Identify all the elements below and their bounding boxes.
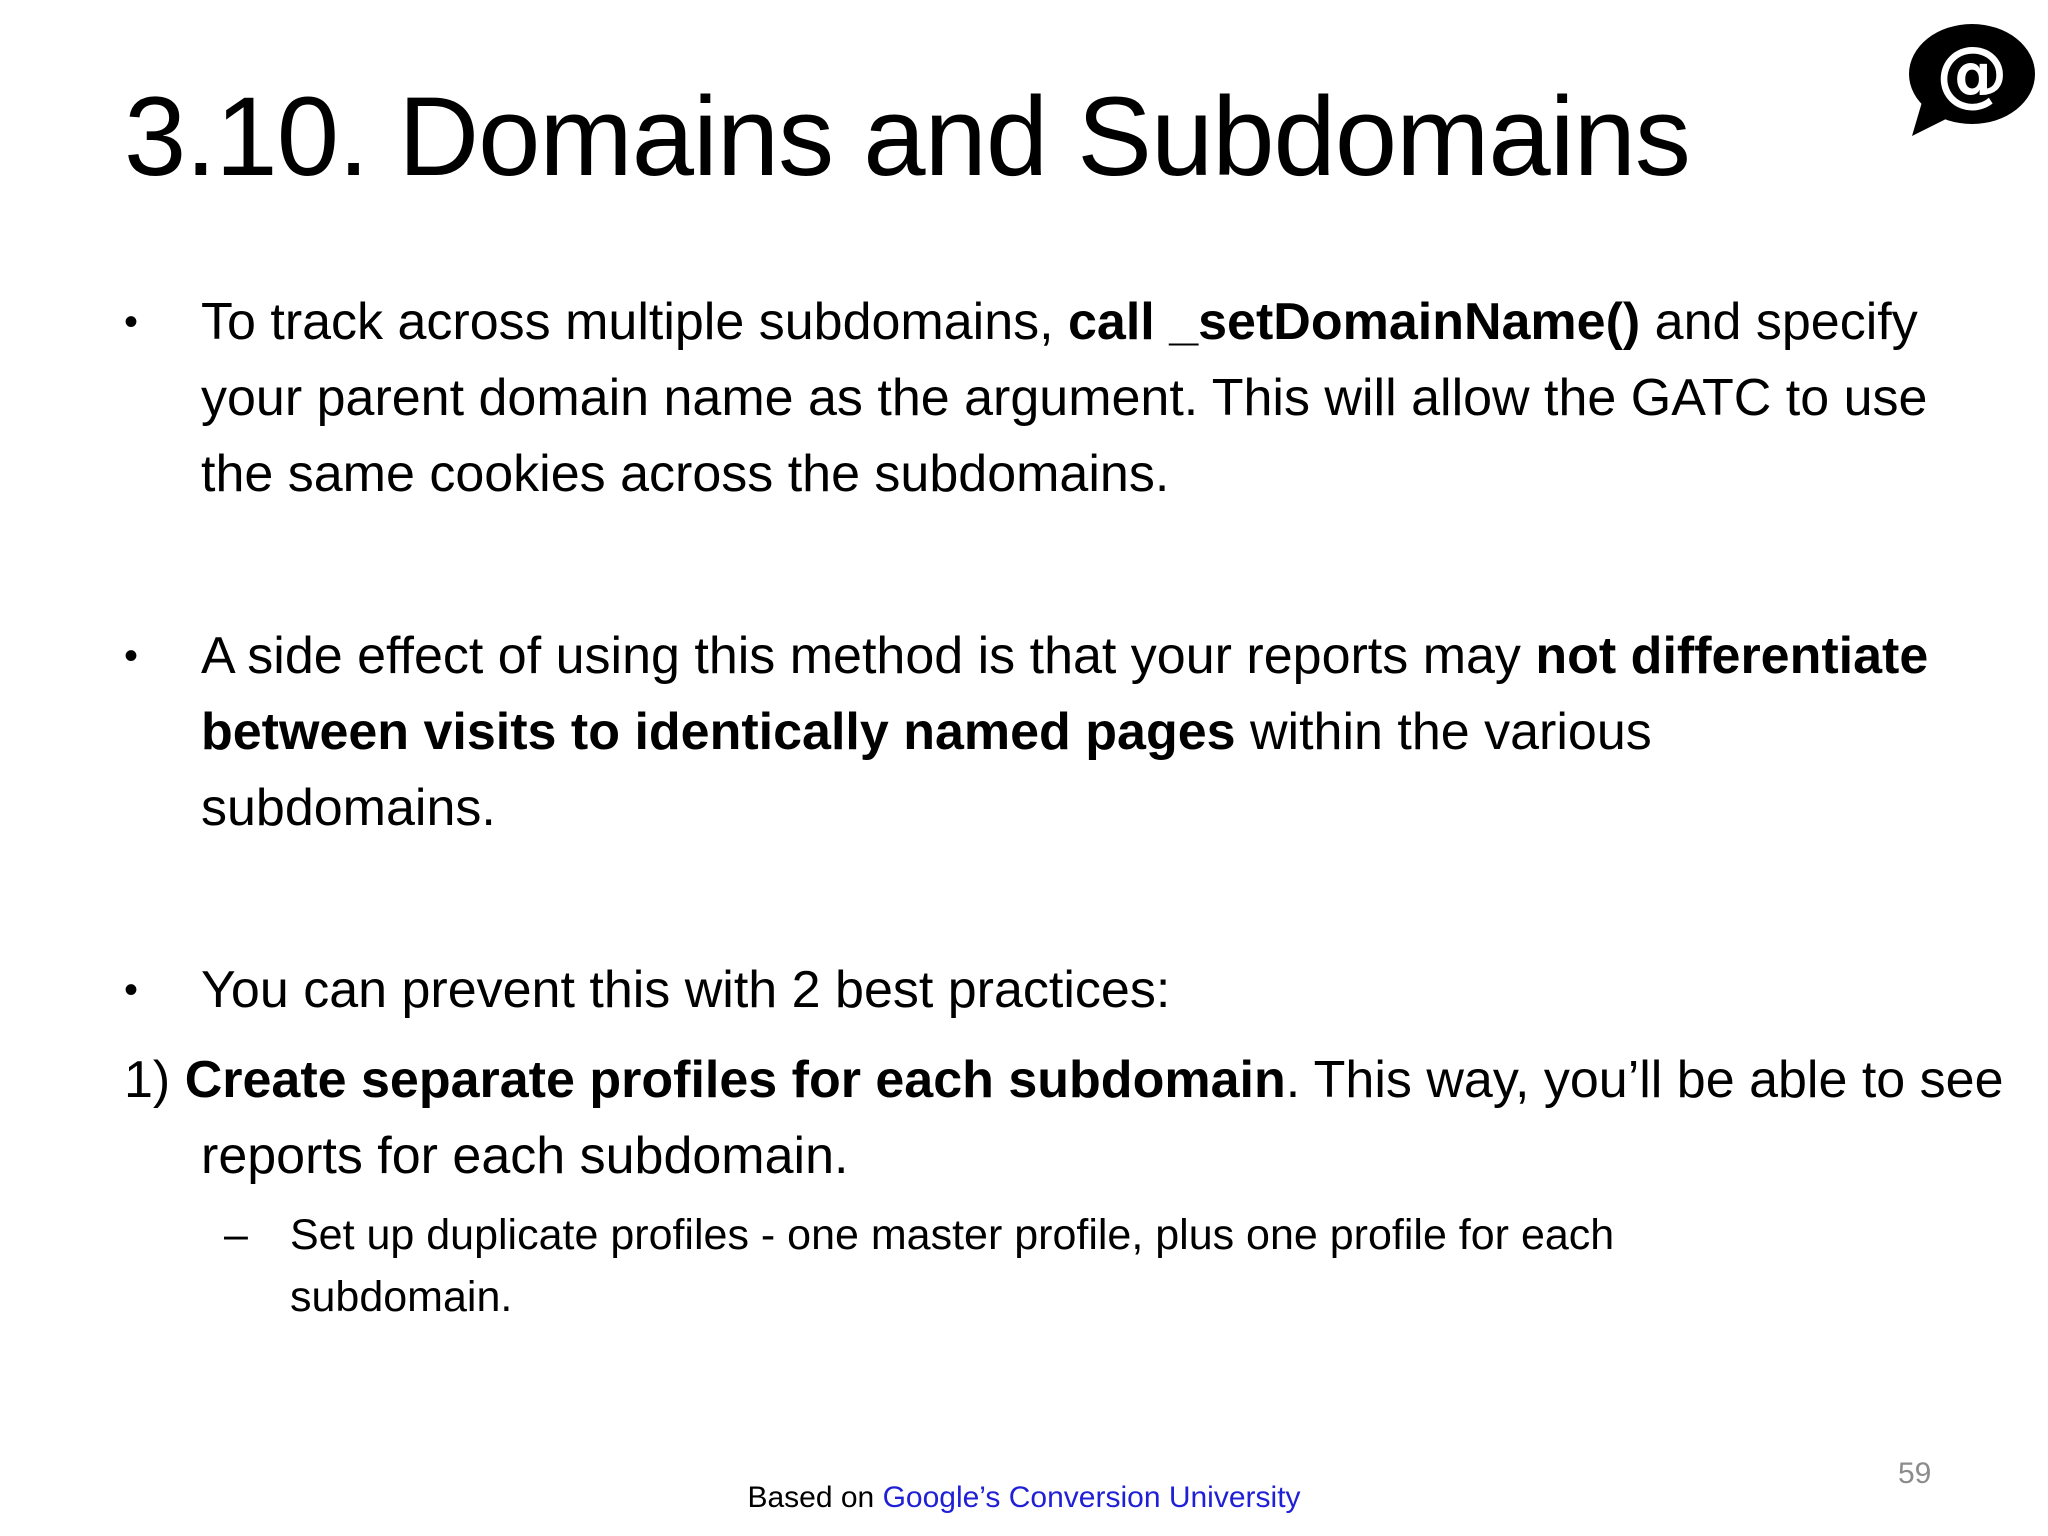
footer-credit bbox=[0, 1478, 2048, 1518]
item-text: . This way, you’ll be able to see reports for each subdomain. bbox=[201, 1051, 2004, 1185]
bullet-marker: • bbox=[124, 300, 139, 344]
footer-prefix: Based on bbox=[747, 1481, 883, 1514]
footer-source-link[interactable]: Google’s Conversion University bbox=[882, 1481, 1301, 1514]
bullet-item-2 bbox=[124, 618, 1954, 846]
sub-bullet-item bbox=[224, 1204, 1784, 1328]
bullet-text: A side effect of using this method is that your reports may not differentiate between visits to identically named pages within the various subdomains. bbox=[201, 627, 1929, 837]
item-number: 1) bbox=[124, 1051, 185, 1109]
bullet-marker: • bbox=[124, 968, 139, 1012]
bullet-text: To track across multiple subdomains, call _setDomainName() and specify your parent domain name as the argument. This will allow the GATC to use the same cookies across the subdomains. bbox=[201, 293, 1928, 503]
bullet-item-3 bbox=[124, 952, 1954, 1028]
svg-text:@: @ bbox=[1936, 31, 2008, 115]
dash-marker: – bbox=[224, 1211, 248, 1259]
bullet-text: You can prevent this with 2 best practices: bbox=[201, 961, 1171, 1019]
slide-title: 3.10. Domains and Subdomains bbox=[124, 74, 1690, 199]
item-bold-text: Create separate profiles for each subdomain bbox=[184, 1051, 1286, 1109]
sub-bullet-text: Set up duplicate profiles - one master profile, plus one profile for each subdomain. bbox=[290, 1211, 1615, 1321]
numbered-item-1 bbox=[124, 1042, 2031, 1194]
at-sign-speech-bubble-icon bbox=[1904, 22, 2038, 140]
bullet-item-1 bbox=[124, 284, 1954, 512]
page-number: 59 bbox=[1898, 1457, 1932, 1490]
bullet-marker: • bbox=[124, 634, 139, 678]
